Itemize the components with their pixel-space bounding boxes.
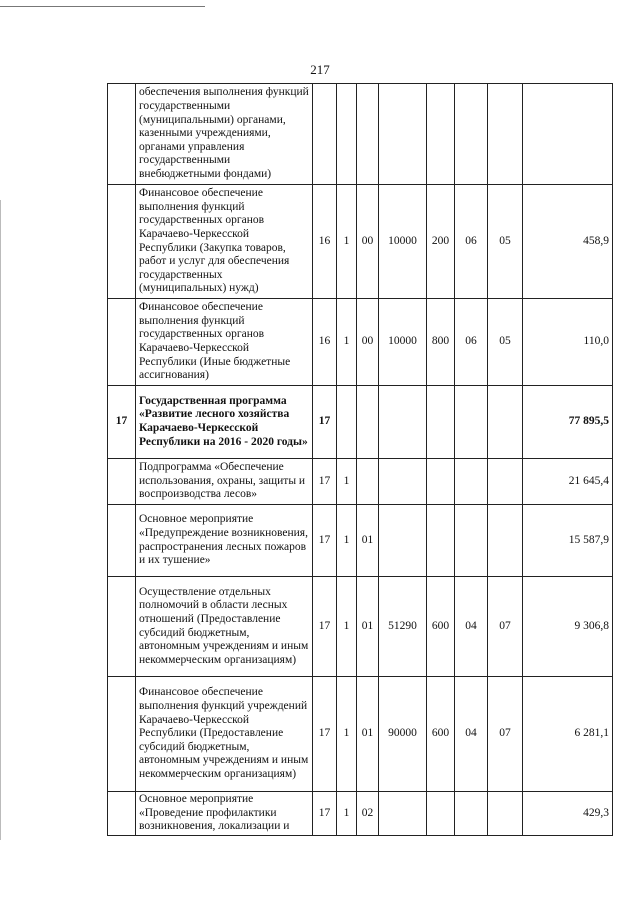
amount: 15 587,9 (523, 505, 613, 577)
program-code: 16 (313, 185, 337, 299)
row-number (108, 577, 136, 677)
direction-code (379, 84, 427, 185)
expense-type-code: 600 (427, 577, 455, 677)
amount: 429,3 (523, 792, 613, 836)
row-name: Осуществление отдельных полномочий в области лесных отношений (Предоставление субсидий бюджетным, автономным учреждениям и иным некоммерческим организациям) (136, 577, 313, 677)
direction-code (379, 459, 427, 505)
activity-code: 00 (357, 299, 379, 386)
scan-margin-line (0, 200, 1, 840)
subsection-code (488, 386, 523, 459)
activity-code: 01 (357, 505, 379, 577)
row-name: Государственная программа «Развитие лесного хозяйства Карачаево-Черкесской Республики на 2016 - 2020 годы» (136, 386, 313, 459)
expense-type-code: 600 (427, 677, 455, 792)
program-code: 16 (313, 299, 337, 386)
row-name: Финансовое обеспечение выполнения функций государственных органов Карачаево-Черкесской Республики (Иные бюджетные ассигнования) (136, 299, 313, 386)
section-code: 04 (455, 677, 488, 792)
expense-type-code (427, 84, 455, 185)
activity-code (357, 386, 379, 459)
subprogram-code: 1 (337, 577, 357, 677)
section-code: 06 (455, 299, 488, 386)
subprogram-code: 1 (337, 459, 357, 505)
expense-type-code (427, 505, 455, 577)
table-row (108, 505, 613, 577)
amount: 77 895,5 (523, 386, 613, 459)
section-code (455, 386, 488, 459)
table-row (108, 299, 613, 386)
direction-code (379, 386, 427, 459)
table-row (108, 792, 613, 836)
direction-code (379, 505, 427, 577)
subsection-code: 07 (488, 677, 523, 792)
expense-type-code: 800 (427, 299, 455, 386)
amount: 110,0 (523, 299, 613, 386)
scan-edge-line (0, 6, 205, 7)
activity-code: 01 (357, 577, 379, 677)
subprogram-code: 1 (337, 299, 357, 386)
program-code: 17 (313, 505, 337, 577)
subsection-code: 05 (488, 299, 523, 386)
program-code: 17 (313, 577, 337, 677)
row-name: Финансовое обеспечение выполнения функций государственных органов Карачаево-Черкесской Республики (Закупка товаров, работ и услуг для обеспечения государственных (муниципальных) нужд) (136, 185, 313, 299)
row-name: обеспечения выполнения функций государственными (муниципальными) органами, казенными учреждениями, органами управления государственными внебюджетными фондами) (136, 84, 313, 185)
subsection-code (488, 84, 523, 185)
expense-type-code (427, 459, 455, 505)
amount (523, 84, 613, 185)
section-code: 06 (455, 185, 488, 299)
table-row (108, 185, 613, 299)
row-number (108, 84, 136, 185)
amount: 9 306,8 (523, 577, 613, 677)
subprogram-code: 1 (337, 677, 357, 792)
row-name: Финансовое обеспечение выполнения функций учреждений Карачаево-Черкесской Республики (Предоставление субсидий бюджетным, автономным учреждениям и иным некоммерческим организациям) (136, 677, 313, 792)
program-code: 17 (313, 677, 337, 792)
row-name: Основное мероприятие «Проведение профилактики возникновения, локализации и (136, 792, 313, 836)
program-code: 17 (313, 386, 337, 459)
direction-code: 51290 (379, 577, 427, 677)
table-row (108, 459, 613, 505)
subsection-code (488, 459, 523, 505)
direction-code: 90000 (379, 677, 427, 792)
program-code: 17 (313, 792, 337, 836)
row-number (108, 299, 136, 386)
row-number (108, 505, 136, 577)
row-name: Подпрограмма «Обеспечение использования, охраны, защиты и воспроизводства лесов» (136, 459, 313, 505)
amount: 21 645,4 (523, 459, 613, 505)
activity-code (357, 459, 379, 505)
section-code (455, 459, 488, 505)
amount: 458,9 (523, 185, 613, 299)
subprogram-code: 1 (337, 185, 357, 299)
activity-code: 00 (357, 185, 379, 299)
row-number: 17 (108, 386, 136, 459)
row-name: Основное мероприятие «Предупреждение возникновения, распространения лесных пожаров и их тушение» (136, 505, 313, 577)
row-number (108, 677, 136, 792)
subsection-code: 05 (488, 185, 523, 299)
subsection-code (488, 505, 523, 577)
section-code (455, 505, 488, 577)
subprogram-code (337, 84, 357, 185)
expense-type-code (427, 386, 455, 459)
subsection-code (488, 792, 523, 836)
activity-code (357, 84, 379, 185)
activity-code: 02 (357, 792, 379, 836)
subsection-code: 07 (488, 577, 523, 677)
row-number (108, 459, 136, 505)
expense-type-code (427, 792, 455, 836)
row-number (108, 185, 136, 299)
row-number (108, 792, 136, 836)
subprogram-code: 1 (337, 792, 357, 836)
subprogram-code (337, 386, 357, 459)
page-number: 217 (310, 62, 330, 77)
table-row (108, 386, 613, 459)
section-code (455, 84, 488, 185)
table-row (108, 577, 613, 677)
expense-type-code: 200 (427, 185, 455, 299)
direction-code (379, 792, 427, 836)
table-row (108, 84, 613, 185)
program-code: 17 (313, 459, 337, 505)
direction-code: 10000 (379, 185, 427, 299)
subprogram-code: 1 (337, 505, 357, 577)
activity-code: 01 (357, 677, 379, 792)
section-code: 04 (455, 577, 488, 677)
program-code (313, 84, 337, 185)
section-code (455, 792, 488, 836)
table-row (108, 677, 613, 792)
budget-table (107, 83, 613, 836)
amount: 6 281,1 (523, 677, 613, 792)
direction-code: 10000 (379, 299, 427, 386)
